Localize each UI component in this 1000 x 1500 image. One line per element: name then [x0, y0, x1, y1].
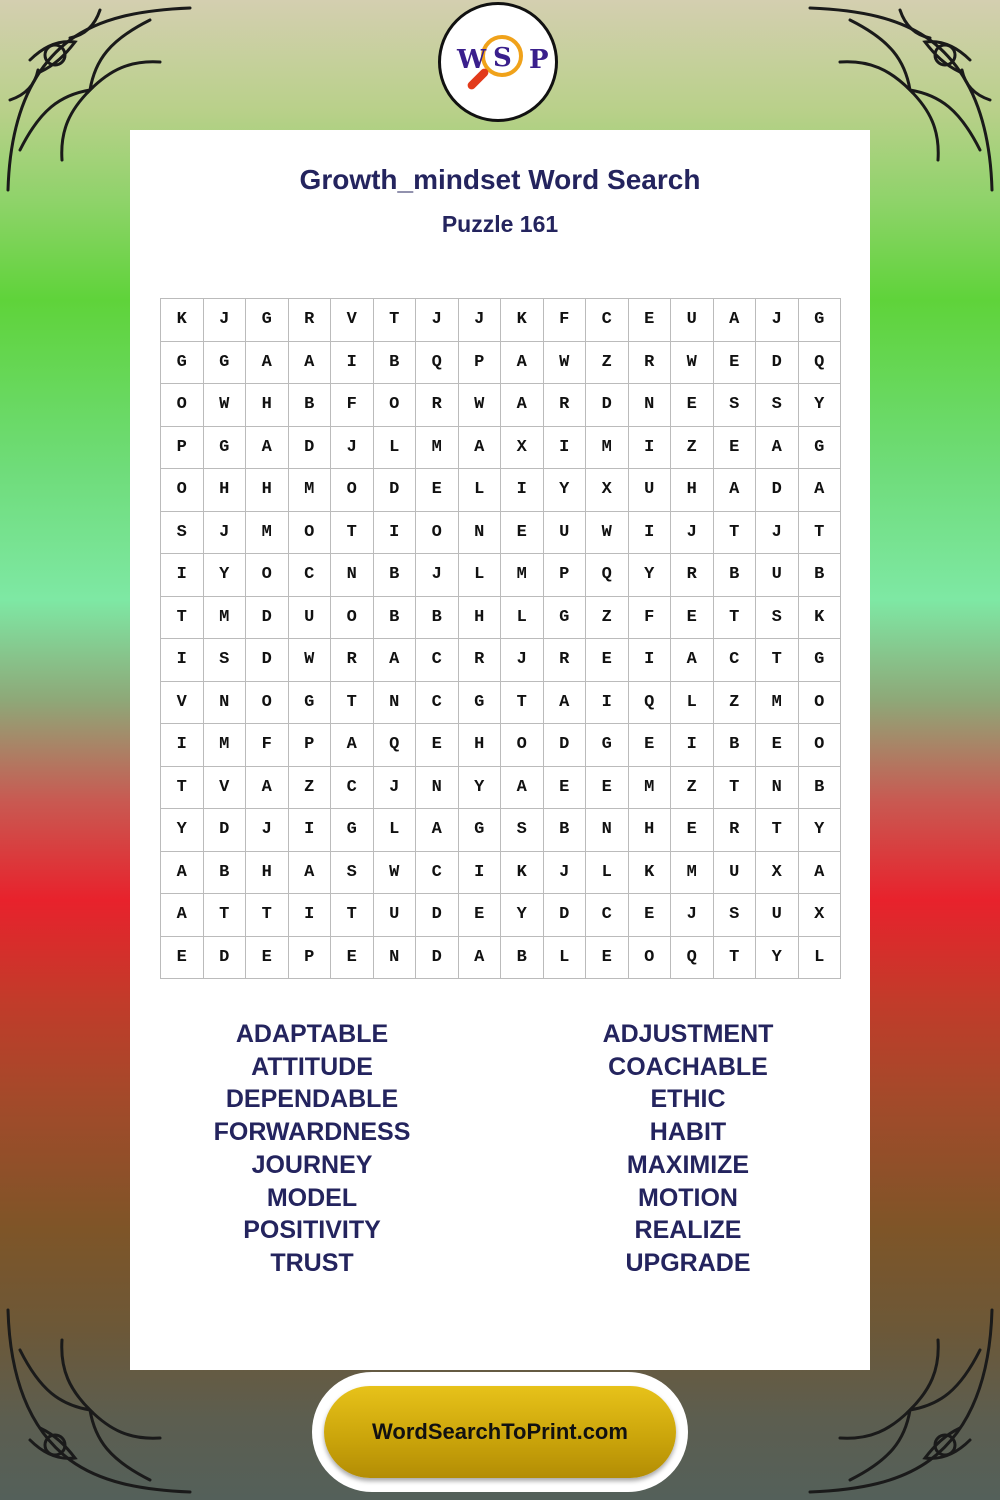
grid-cell[interactable]: E — [501, 512, 544, 555]
grid-cell[interactable]: C — [289, 554, 332, 597]
grid-cell[interactable]: I — [586, 682, 629, 725]
grid-cell[interactable]: E — [629, 894, 672, 937]
grid-cell[interactable]: A — [459, 937, 502, 980]
grid-cell[interactable]: Z — [586, 597, 629, 640]
grid-cell[interactable]: B — [374, 597, 417, 640]
grid-cell[interactable]: U — [756, 554, 799, 597]
grid-cell[interactable]: E — [586, 639, 629, 682]
grid-cell[interactable]: J — [331, 427, 374, 470]
grid-cell[interactable]: K — [501, 852, 544, 895]
grid-cell[interactable]: A — [501, 767, 544, 810]
grid-cell[interactable]: G — [204, 427, 247, 470]
grid-cell[interactable]: U — [629, 469, 672, 512]
grid-cell[interactable]: G — [289, 682, 332, 725]
grid-cell[interactable]: S — [756, 597, 799, 640]
grid-cell[interactable]: A — [374, 639, 417, 682]
grid-cell[interactable]: X — [586, 469, 629, 512]
logo-letter: S — [493, 43, 512, 73]
word-list-item: MODEL — [266, 1183, 358, 1212]
grid-cell[interactable]: I — [289, 809, 332, 852]
site-link-label: WordSearchToPrint.com — [372, 1419, 628, 1444]
grid-cell[interactable]: A — [246, 342, 289, 385]
grid-cell[interactable]: O — [501, 724, 544, 767]
grid-cell[interactable]: E — [714, 427, 757, 470]
grid-cell[interactable]: A — [161, 894, 204, 937]
grid-cell[interactable]: D — [756, 342, 799, 385]
grid-cell[interactable]: D — [246, 639, 289, 682]
grid-cell[interactable]: P — [289, 724, 332, 767]
grid-cell[interactable]: Q — [416, 342, 459, 385]
grid-cell[interactable]: P — [459, 342, 502, 385]
grid-cell[interactable]: G — [459, 809, 502, 852]
grid-cell[interactable]: Y — [161, 809, 204, 852]
grid-cell[interactable]: C — [714, 639, 757, 682]
word-list-left — [182, 1018, 442, 1280]
grid-cell[interactable]: L — [544, 937, 587, 980]
grid-cell[interactable]: D — [204, 809, 247, 852]
grid-cell[interactable]: O — [289, 512, 332, 555]
grid-cell[interactable]: Y — [629, 554, 672, 597]
grid-cell[interactable]: Y — [459, 767, 502, 810]
grid-cell[interactable]: I — [161, 724, 204, 767]
grid-cell[interactable]: L — [671, 682, 714, 725]
word-list-item: FORWARDNESS — [213, 1118, 411, 1147]
grid-cell[interactable]: G — [246, 299, 289, 342]
grid-cell[interactable]: A — [289, 852, 332, 895]
puzzle-number: Puzzle 161 — [441, 211, 559, 237]
grid-cell[interactable]: N — [756, 767, 799, 810]
grid-cell[interactable]: T — [714, 597, 757, 640]
puzzle-title: Growth_mindset Word Search — [299, 164, 701, 195]
word-list-item: ETHIC — [650, 1085, 726, 1114]
grid-cell[interactable]: C — [416, 852, 459, 895]
grid-cell[interactable]: Q — [671, 937, 714, 980]
grid-cell[interactable]: I — [161, 639, 204, 682]
grid-cell[interactable]: I — [629, 512, 672, 555]
grid-cell[interactable]: S — [501, 809, 544, 852]
grid-cell[interactable]: G — [459, 682, 502, 725]
grid-cell[interactable]: Z — [289, 767, 332, 810]
grid-cell[interactable]: T — [756, 639, 799, 682]
grid-cell[interactable]: H — [671, 469, 714, 512]
grid-cell[interactable]: N — [629, 384, 672, 427]
grid-cell[interactable]: E — [756, 724, 799, 767]
grid-cell[interactable]: L — [374, 427, 417, 470]
grid-cell[interactable]: D — [204, 937, 247, 980]
grid-cell[interactable]: Z — [586, 342, 629, 385]
grid-cell[interactable]: T — [714, 767, 757, 810]
grid-cell[interactable]: A — [246, 427, 289, 470]
word-list-item: MOTION — [638, 1183, 738, 1212]
grid-cell[interactable]: B — [374, 554, 417, 597]
grid-cell[interactable]: G — [799, 299, 842, 342]
grid-cell[interactable]: I — [629, 639, 672, 682]
grid-cell[interactable]: K — [799, 597, 842, 640]
grid-cell[interactable]: R — [544, 384, 587, 427]
grid-cell[interactable]: A — [799, 852, 842, 895]
grid-cell[interactable]: F — [629, 597, 672, 640]
word-list-item: DEPENDABLE — [225, 1085, 399, 1114]
grid-cell[interactable]: S — [161, 512, 204, 555]
word-list-item: POSITIVITY — [243, 1216, 381, 1245]
grid-cell[interactable]: Y — [756, 937, 799, 980]
grid-cell[interactable]: T — [331, 512, 374, 555]
puzzle-card — [130, 130, 870, 1370]
grid-cell[interactable]: F — [331, 384, 374, 427]
grid-cell[interactable]: X — [756, 852, 799, 895]
grid-cell[interactable]: H — [246, 852, 289, 895]
grid-cell[interactable]: T — [714, 937, 757, 980]
grid-cell[interactable]: Q — [586, 554, 629, 597]
grid-cell[interactable]: A — [161, 852, 204, 895]
grid-cell[interactable]: O — [799, 682, 842, 725]
word-list-item: MAXIMIZE — [626, 1150, 750, 1179]
grid-cell[interactable]: N — [416, 767, 459, 810]
grid-cell[interactable]: K — [161, 299, 204, 342]
grid-cell[interactable]: U — [671, 299, 714, 342]
word-list-item: JOURNEY — [251, 1150, 373, 1179]
grid-cell[interactable]: E — [416, 469, 459, 512]
grid-cell[interactable]: M — [416, 427, 459, 470]
grid-cell[interactable]: J — [416, 554, 459, 597]
grid-cell[interactable]: U — [544, 512, 587, 555]
grid-cell[interactable]: O — [331, 469, 374, 512]
grid-cell[interactable]: N — [331, 554, 374, 597]
grid-cell[interactable]: P — [289, 937, 332, 980]
grid-cell[interactable]: E — [544, 767, 587, 810]
word-list-item: UPGRADE — [625, 1248, 751, 1277]
grid-cell[interactable]: E — [671, 384, 714, 427]
grid-cell[interactable]: D — [374, 469, 417, 512]
grid-cell[interactable]: Z — [714, 682, 757, 725]
grid-cell[interactable]: V — [204, 767, 247, 810]
grid-cell[interactable]: A — [331, 724, 374, 767]
grid-cell[interactable]: J — [756, 512, 799, 555]
grid-cell[interactable]: E — [161, 937, 204, 980]
grid-cell[interactable]: E — [629, 724, 672, 767]
grid-cell[interactable]: A — [416, 809, 459, 852]
grid-cell[interactable]: W — [204, 384, 247, 427]
grid-cell[interactable]: J — [374, 767, 417, 810]
grid-cell[interactable]: H — [459, 724, 502, 767]
grid-cell[interactable]: T — [331, 894, 374, 937]
grid-cell[interactable]: T — [374, 299, 417, 342]
grid-cell[interactable]: E — [671, 809, 714, 852]
grid-cell[interactable]: T — [331, 682, 374, 725]
grid-cell[interactable]: N — [374, 937, 417, 980]
grid-cell[interactable]: K — [501, 299, 544, 342]
grid-cell[interactable]: N — [459, 512, 502, 555]
grid-cell[interactable]: A — [714, 469, 757, 512]
grid-cell[interactable]: P — [544, 554, 587, 597]
grid-cell[interactable]: F — [544, 299, 587, 342]
grid-cell[interactable]: E — [331, 937, 374, 980]
word-list-item: REALIZE — [634, 1216, 742, 1245]
grid-cell[interactable]: I — [501, 469, 544, 512]
word-list-item: ADJUSTMENT — [602, 1020, 774, 1048]
grid-cell[interactable]: B — [374, 342, 417, 385]
grid-cell[interactable]: S — [756, 384, 799, 427]
grid-cell[interactable]: W — [586, 512, 629, 555]
grid-cell[interactable]: V — [331, 299, 374, 342]
grid-cell[interactable]: H — [459, 597, 502, 640]
grid-cell[interactable]: U — [756, 894, 799, 937]
grid-cell[interactable]: T — [161, 767, 204, 810]
grid-cell[interactable]: C — [586, 299, 629, 342]
grid-cell[interactable]: O — [799, 724, 842, 767]
grid-cell[interactable]: U — [289, 597, 332, 640]
grid-cell[interactable]: T — [161, 597, 204, 640]
grid-cell[interactable]: R — [714, 809, 757, 852]
grid-cell[interactable]: L — [459, 469, 502, 512]
grid-cell[interactable]: J — [544, 852, 587, 895]
grid-cell[interactable]: C — [331, 767, 374, 810]
grid-cell[interactable]: W — [544, 342, 587, 385]
grid-cell[interactable]: G — [331, 809, 374, 852]
grid-cell[interactable]: A — [799, 469, 842, 512]
grid-cell[interactable]: A — [459, 427, 502, 470]
grid-cell[interactable]: Y — [501, 894, 544, 937]
grid-cell[interactable]: B — [544, 809, 587, 852]
grid-cell[interactable]: A — [714, 299, 757, 342]
grid-cell[interactable]: M — [501, 554, 544, 597]
grid-cell[interactable]: B — [799, 767, 842, 810]
grid-cell[interactable]: L — [586, 852, 629, 895]
grid-cell[interactable]: B — [714, 724, 757, 767]
grid-cell[interactable]: E — [629, 299, 672, 342]
grid-cell[interactable]: B — [501, 937, 544, 980]
grid-cell[interactable]: I — [629, 427, 672, 470]
grid-cell[interactable]: T — [714, 512, 757, 555]
grid-cell[interactable]: R — [289, 299, 332, 342]
grid-cell[interactable]: J — [416, 299, 459, 342]
grid-cell[interactable]: A — [756, 427, 799, 470]
grid-cell[interactable]: D — [756, 469, 799, 512]
grid-cell[interactable]: H — [204, 469, 247, 512]
grid-cell[interactable]: P — [161, 427, 204, 470]
grid-cell[interactable]: O — [374, 384, 417, 427]
grid-cell[interactable]: L — [501, 597, 544, 640]
grid-cell[interactable]: A — [501, 342, 544, 385]
grid-cell[interactable]: B — [204, 852, 247, 895]
grid-cell[interactable]: S — [714, 384, 757, 427]
grid-cell[interactable]: X — [501, 427, 544, 470]
grid-cell[interactable]: T — [756, 809, 799, 852]
grid-cell[interactable]: R — [331, 639, 374, 682]
grid-cell[interactable]: Q — [374, 724, 417, 767]
site-logo[interactable] — [438, 2, 558, 122]
grid-cell[interactable]: Z — [671, 767, 714, 810]
grid-cell[interactable]: M — [629, 767, 672, 810]
grid-cell[interactable]: B — [289, 384, 332, 427]
grid-cell[interactable]: T — [501, 682, 544, 725]
grid-cell[interactable]: D — [586, 384, 629, 427]
grid-cell[interactable]: I — [289, 894, 332, 937]
grid-cell[interactable]: J — [501, 639, 544, 682]
grid-cell[interactable]: D — [416, 894, 459, 937]
grid-cell[interactable]: J — [671, 512, 714, 555]
letter-grid — [160, 298, 841, 979]
grid-cell[interactable]: K — [629, 852, 672, 895]
grid-cell[interactable]: H — [246, 384, 289, 427]
grid-cell[interactable]: S — [714, 894, 757, 937]
grid-cell[interactable]: G — [544, 597, 587, 640]
logo-letter: P — [529, 45, 549, 75]
word-list-item: TRUST — [270, 1248, 354, 1277]
grid-cell[interactable]: Y — [799, 384, 842, 427]
grid-cell[interactable]: J — [204, 512, 247, 555]
grid-cell[interactable]: E — [714, 342, 757, 385]
grid-cell[interactable]: A — [501, 384, 544, 427]
grid-cell[interactable]: J — [671, 894, 714, 937]
grid-cell[interactable]: G — [799, 427, 842, 470]
word-list-item: COACHABLE — [608, 1052, 768, 1081]
grid-cell[interactable]: O — [331, 597, 374, 640]
grid-cell[interactable]: H — [246, 469, 289, 512]
grid-cell[interactable]: V — [161, 682, 204, 725]
grid-cell[interactable]: M — [246, 512, 289, 555]
grid-cell[interactable]: W — [289, 639, 332, 682]
grid-cell[interactable]: O — [161, 469, 204, 512]
site-link-button[interactable] — [324, 1386, 676, 1478]
grid-cell[interactable]: Q — [629, 682, 672, 725]
grid-cell[interactable]: C — [416, 682, 459, 725]
grid-cell[interactable]: I — [671, 724, 714, 767]
grid-cell[interactable]: H — [629, 809, 672, 852]
grid-cell[interactable]: M — [204, 597, 247, 640]
grid-cell[interactable]: T — [799, 512, 842, 555]
grid-cell[interactable]: C — [586, 894, 629, 937]
grid-cell[interactable]: C — [416, 639, 459, 682]
grid-cell[interactable]: B — [416, 597, 459, 640]
grid-cell[interactable]: L — [799, 937, 842, 980]
grid-cell[interactable]: R — [671, 554, 714, 597]
grid-cell[interactable]: M — [204, 724, 247, 767]
grid-cell[interactable]: M — [756, 682, 799, 725]
grid-cell[interactable]: A — [671, 639, 714, 682]
grid-cell[interactable]: W — [374, 852, 417, 895]
grid-cell[interactable]: Y — [799, 809, 842, 852]
grid-cell[interactable]: N — [586, 809, 629, 852]
grid-cell[interactable]: E — [586, 937, 629, 980]
grid-cell[interactable]: W — [671, 342, 714, 385]
grid-cell[interactable]: X — [799, 894, 842, 937]
grid-cell[interactable]: J — [204, 299, 247, 342]
grid-cell[interactable]: L — [374, 809, 417, 852]
grid-cell[interactable]: S — [331, 852, 374, 895]
grid-cell[interactable]: R — [629, 342, 672, 385]
grid-cell[interactable]: Y — [204, 554, 247, 597]
grid-cell[interactable]: R — [416, 384, 459, 427]
grid-cell[interactable]: G — [204, 342, 247, 385]
grid-cell[interactable]: U — [714, 852, 757, 895]
grid-cell[interactable]: E — [416, 724, 459, 767]
grid-cell[interactable]: D — [544, 894, 587, 937]
grid-cell[interactable]: W — [459, 384, 502, 427]
grid-cell[interactable]: D — [289, 427, 332, 470]
word-list-item: ATTITUDE — [251, 1052, 373, 1081]
grid-cell[interactable]: E — [671, 597, 714, 640]
grid-cell[interactable]: Z — [671, 427, 714, 470]
grid-cell[interactable]: Q — [799, 342, 842, 385]
grid-cell[interactable]: G — [161, 342, 204, 385]
grid-cell[interactable]: O — [246, 554, 289, 597]
grid-cell[interactable]: D — [416, 937, 459, 980]
grid-cell[interactable]: M — [586, 427, 629, 470]
grid-cell[interactable]: N — [204, 682, 247, 725]
grid-cell[interactable]: I — [374, 512, 417, 555]
grid-cell[interactable]: R — [544, 639, 587, 682]
grid-cell[interactable]: F — [246, 724, 289, 767]
grid-cell[interactable]: S — [204, 639, 247, 682]
grid-cell[interactable]: I — [459, 852, 502, 895]
grid-cell[interactable]: G — [799, 639, 842, 682]
grid-cell[interactable]: O — [246, 682, 289, 725]
grid-cell[interactable]: Y — [544, 469, 587, 512]
word-list-item: ADAPTABLE — [235, 1020, 389, 1048]
grid-cell[interactable]: A — [246, 767, 289, 810]
grid-cell[interactable]: I — [544, 427, 587, 470]
grid-cell[interactable]: J — [246, 809, 289, 852]
grid-cell[interactable]: D — [246, 597, 289, 640]
grid-cell[interactable]: G — [586, 724, 629, 767]
grid-cell[interactable]: A — [289, 342, 332, 385]
grid-cell[interactable]: I — [161, 554, 204, 597]
grid-cell[interactable]: O — [161, 384, 204, 427]
grid-cell[interactable]: R — [459, 639, 502, 682]
grid-cell[interactable]: O — [416, 512, 459, 555]
grid-cell[interactable]: D — [544, 724, 587, 767]
grid-cell[interactable]: A — [544, 682, 587, 725]
grid-cell[interactable]: E — [586, 767, 629, 810]
grid-cell[interactable]: U — [374, 894, 417, 937]
grid-cell[interactable]: E — [459, 894, 502, 937]
grid-cell[interactable]: T — [204, 894, 247, 937]
grid-cell[interactable]: O — [629, 937, 672, 980]
logo-letter: W — [457, 45, 487, 75]
grid-cell[interactable]: N — [374, 682, 417, 725]
grid-cell[interactable]: I — [331, 342, 374, 385]
word-list-right — [558, 1018, 818, 1280]
grid-cell[interactable]: J — [459, 299, 502, 342]
grid-cell[interactable]: B — [799, 554, 842, 597]
footer-badge — [312, 1372, 688, 1492]
grid-cell[interactable]: T — [246, 894, 289, 937]
grid-cell[interactable]: J — [756, 299, 799, 342]
grid-cell[interactable]: L — [459, 554, 502, 597]
grid-cell[interactable]: M — [671, 852, 714, 895]
grid-cell[interactable]: B — [714, 554, 757, 597]
grid-cell[interactable]: M — [289, 469, 332, 512]
grid-cell[interactable]: E — [246, 937, 289, 980]
word-list-item: HABIT — [649, 1118, 727, 1147]
